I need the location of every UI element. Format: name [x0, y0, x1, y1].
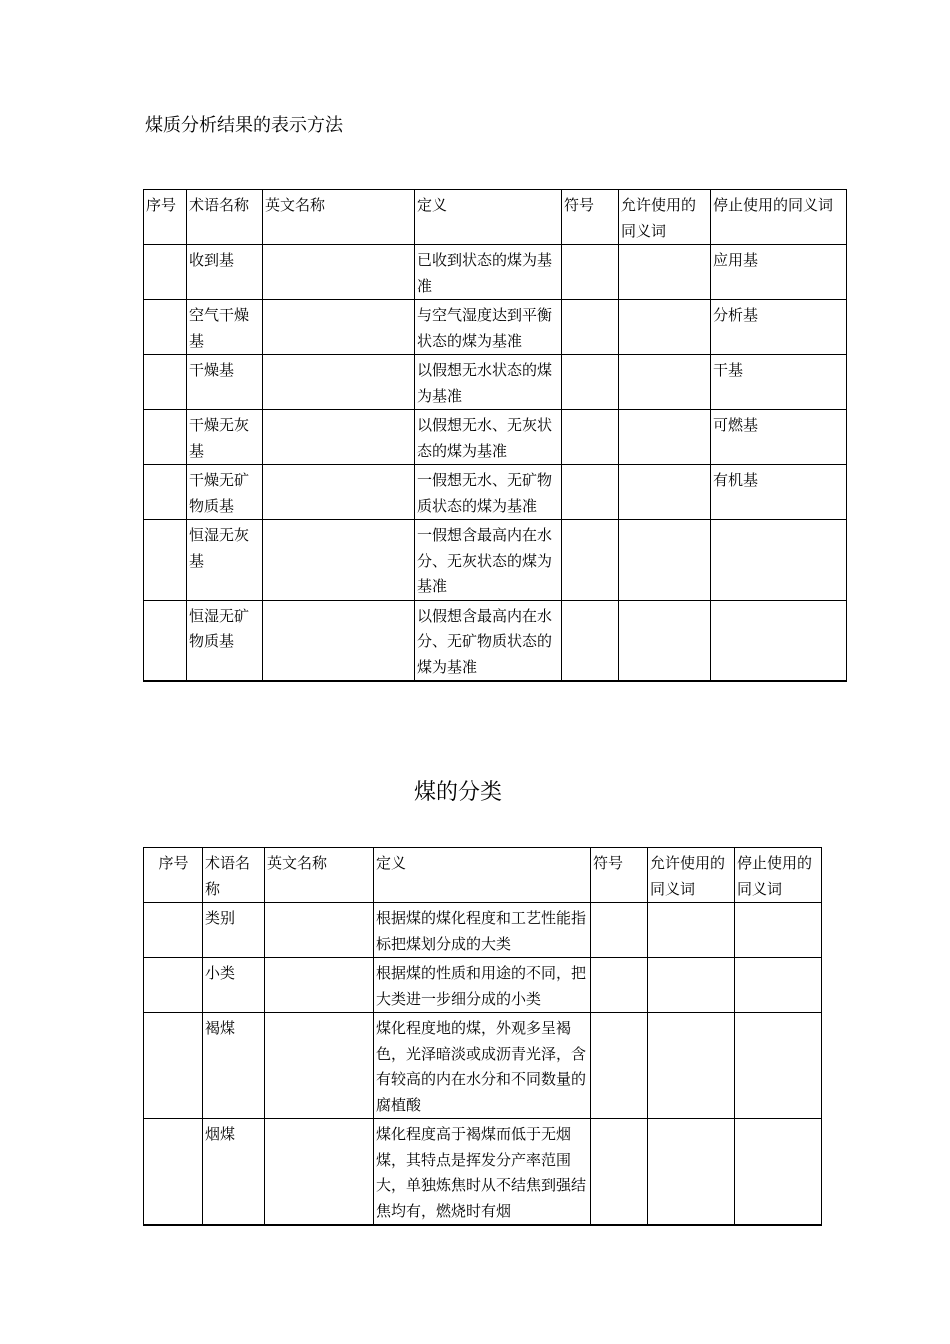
table-cell: 小类 [203, 958, 265, 1013]
table-cell: 类别 [203, 903, 265, 958]
table-cell [263, 300, 415, 355]
table-cell: 褐煤 [203, 1013, 265, 1119]
table-cell [144, 903, 203, 958]
header-cell: 英文名称 [265, 848, 374, 903]
section2-title: 煤的分类 [413, 780, 502, 805]
table-row [144, 300, 847, 355]
table-cell [619, 465, 711, 520]
table-row [144, 1119, 822, 1226]
table-cell: 与空气湿度达到平衡状态的煤为基准 [415, 300, 562, 355]
table-cell [265, 958, 374, 1013]
table-row [144, 520, 847, 601]
table-cell: 干燥基 [187, 355, 263, 410]
table-cell [591, 1119, 648, 1226]
table-cell: 干基 [711, 355, 847, 410]
table-row [144, 600, 847, 681]
header-cell: 允许使用的同义词 [648, 848, 735, 903]
table-cell [735, 958, 822, 1013]
table-cell [619, 300, 711, 355]
header-cell: 序号 [144, 190, 187, 245]
header-cell: 符号 [591, 848, 648, 903]
header-cell: 序号 [144, 848, 203, 903]
table-cell [619, 600, 711, 681]
header-row [144, 190, 847, 245]
table-cell [144, 465, 187, 520]
header-cell: 定义 [374, 848, 591, 903]
table-cell: 以假想含最高内在水分、无矿物质状态的煤为基准 [415, 600, 562, 681]
table-row [144, 1013, 822, 1119]
table-cell [263, 410, 415, 465]
table-cell: 有机基 [711, 465, 847, 520]
table-cell [648, 1013, 735, 1119]
table-cell [144, 245, 187, 300]
table-row [144, 465, 847, 520]
table-cell: 煤化程度地的煤，外观多呈褐色，光泽暗淡或成沥青光泽，含有较高的内在水分和不同数量的腐植酸 [374, 1013, 591, 1119]
table-cell [144, 520, 187, 601]
table-cell: 煤化程度高于褐煤而低于无烟煤，其特点是挥发分产率范围大，单独炼焦时从不结焦到强结焦均有，燃烧时有烟 [374, 1119, 591, 1226]
table-cell [562, 520, 619, 601]
table-cell [144, 1119, 203, 1226]
table-cell: 分析基 [711, 300, 847, 355]
header-cell: 术语名称 [203, 848, 265, 903]
table-cell [144, 600, 187, 681]
table-cell: 空气干燥基 [187, 300, 263, 355]
table-cell: 一假想含最高内在水分、无灰状态的煤为基准 [415, 520, 562, 601]
header-cell: 定义 [415, 190, 562, 245]
table-cell [735, 1119, 822, 1226]
table-cell: 根据煤的性质和用途的不同，把大类进一步细分成的小类 [374, 958, 591, 1013]
table-row [144, 410, 847, 465]
table-cell: 以假想无水状态的煤为基准 [415, 355, 562, 410]
table-cell [562, 410, 619, 465]
table-row [144, 958, 822, 1013]
table-cell [591, 958, 648, 1013]
table-cell: 烟煤 [203, 1119, 265, 1226]
table-cell [711, 600, 847, 681]
table-row [144, 355, 847, 410]
table-cell: 以假想无水、无灰状态的煤为基准 [415, 410, 562, 465]
table-row [144, 903, 822, 958]
table-cell [263, 245, 415, 300]
table-cell: 干燥无矿物质基 [187, 465, 263, 520]
table-cell [263, 465, 415, 520]
table-cell: 干燥无灰基 [187, 410, 263, 465]
table-cell [619, 520, 711, 601]
table-cell [619, 245, 711, 300]
table-cell [562, 245, 619, 300]
table-cell [619, 355, 711, 410]
table-cell [562, 465, 619, 520]
table-cell [265, 903, 374, 958]
table-cell [648, 903, 735, 958]
table-cell [562, 600, 619, 681]
table-cell [144, 1013, 203, 1119]
table-cell: 恒湿无灰基 [187, 520, 263, 601]
table-cell: 已收到状态的煤为基准 [415, 245, 562, 300]
table-cell [562, 355, 619, 410]
header-cell: 术语名称 [187, 190, 263, 245]
header-cell: 停止使用的同义词 [735, 848, 822, 903]
coal-classification-table [143, 847, 822, 1226]
table-cell [263, 520, 415, 601]
header-cell: 符号 [562, 190, 619, 245]
table-cell [648, 1119, 735, 1226]
table-row [144, 245, 847, 300]
table-cell: 可燃基 [711, 410, 847, 465]
section1-title: 煤质分析结果的表示方法 [145, 115, 343, 136]
header-cell: 英文名称 [263, 190, 415, 245]
table-cell [735, 903, 822, 958]
table-cell [711, 520, 847, 601]
header-cell: 允许使用的同义词 [619, 190, 711, 245]
table-cell [562, 300, 619, 355]
table-cell [144, 958, 203, 1013]
table-cell [144, 410, 187, 465]
table-cell [144, 355, 187, 410]
table-cell: 恒湿无矿物质基 [187, 600, 263, 681]
table-cell [265, 1013, 374, 1119]
header-cell: 停止使用的同义词 [711, 190, 847, 245]
table-cell: 收到基 [187, 245, 263, 300]
table-cell [619, 410, 711, 465]
basis-terms-table [143, 189, 847, 682]
table-cell [263, 600, 415, 681]
table-cell: 根据煤的煤化程度和工艺性能指标把煤划分成的大类 [374, 903, 591, 958]
table-cell [263, 355, 415, 410]
table-cell: 一假想无水、无矿物质状态的煤为基准 [415, 465, 562, 520]
table-cell [648, 958, 735, 1013]
table-cell [735, 1013, 822, 1119]
table-cell [591, 1013, 648, 1119]
table-cell: 应用基 [711, 245, 847, 300]
table-cell [591, 903, 648, 958]
header-row [144, 848, 822, 903]
table-cell [265, 1119, 374, 1226]
table-cell [144, 300, 187, 355]
